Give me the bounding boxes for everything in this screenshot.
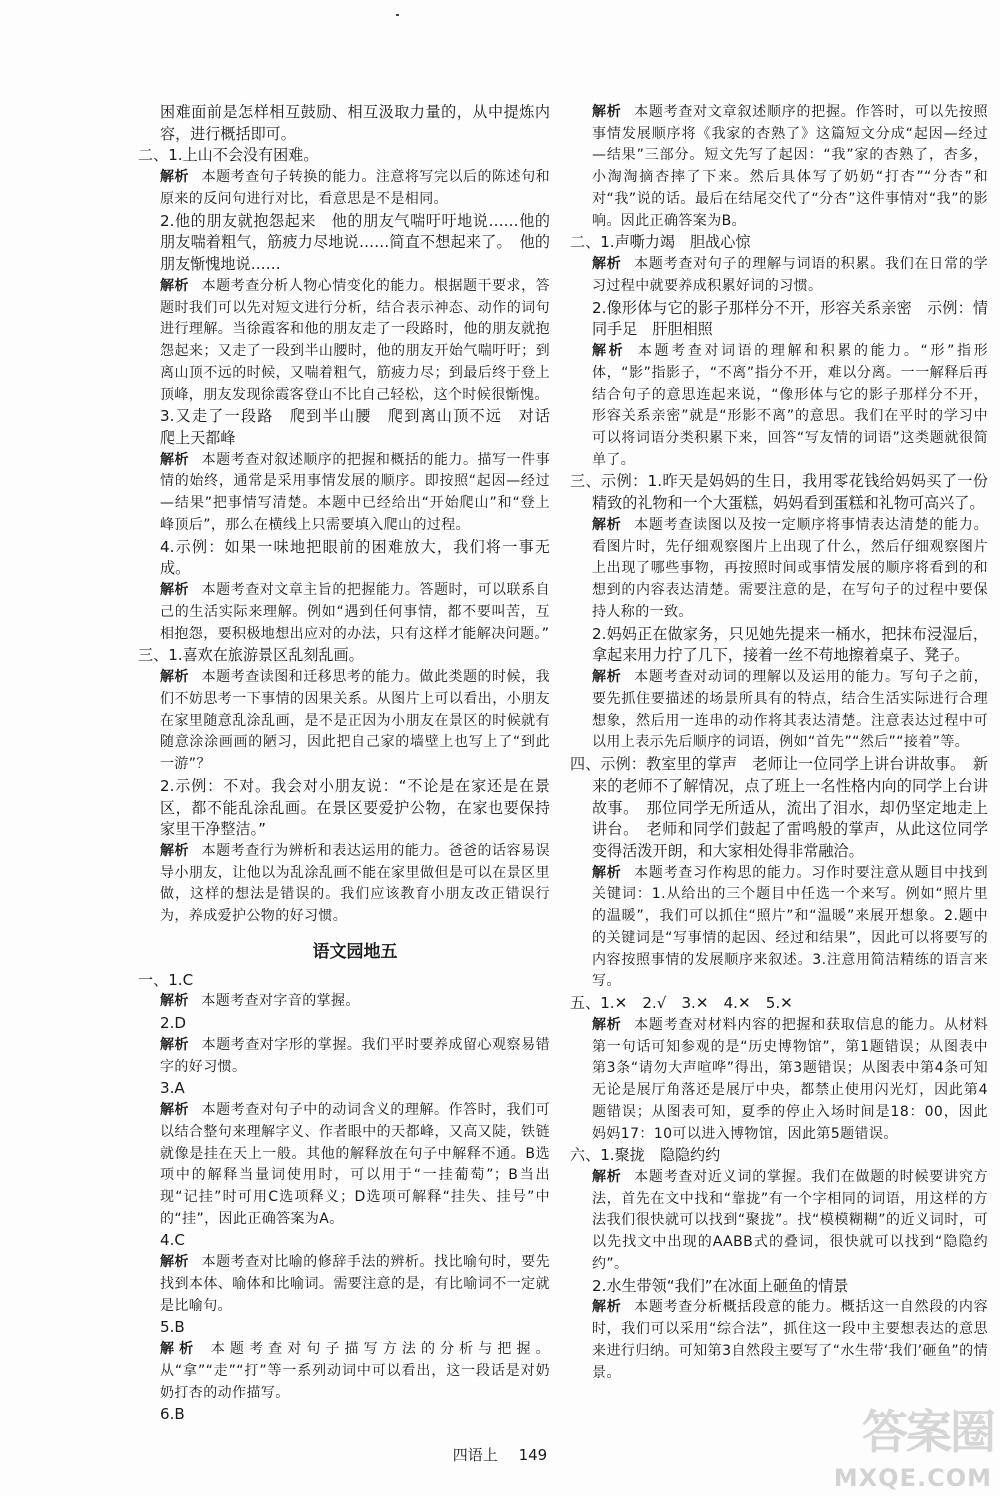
- explanation: [138, 450, 550, 537]
- answer-line: 6.B: [160, 1405, 185, 1424]
- explanation: [570, 1167, 988, 1276]
- explanation-text: 本题考查对句子中的动词含义的理解。作答时，我们可以结合整句来理解字义、作者眼中的天都峰，又高又陡，铁链就像是挂在天上一般。其他的解释放在句子中解释不通。B选项中的解释当量词使用时，可以用于“一挂葡萄”；B当出现“记挂”时可用C选项释义；D选项可解释“挂失、挂号”中的“挂”，因此正确答案为A。: [160, 1102, 550, 1227]
- explanation: [138, 167, 550, 210]
- explanation: [138, 276, 550, 406]
- question-answer: 二、1.上山不会没有困难。: [138, 146, 319, 165]
- answer-line: 2.像形体与它的影子那样分不开，形容关系亲密 示例：情同手足 肝胆相照: [592, 298, 988, 339]
- section-title: 语文园地五: [312, 941, 398, 962]
- question-answer: 六、1.聚拢 隐隐约约: [570, 1146, 721, 1165]
- explanation-label: 解析: [592, 1168, 622, 1185]
- watermark-logo: [804, 1396, 994, 1492]
- page-number: 149: [518, 1446, 548, 1464]
- explanation: [138, 580, 550, 645]
- explanation: [138, 667, 550, 776]
- answer-line: 困难面前是怎样相互鼓励、相互汲取力量的，从中提炼内容，进行概括即可。: [160, 103, 550, 143]
- explanation-text: 本题考查对词语的理解和积累的能力。“形”指形体，“影”指影子，“不离”指分不开，难以分离。一一解释后再结合句子的意思连起来说，“像形体与它的影子那样分不开，形容关系亲密”就是“形影不离”的意思。我们在平时的学习中可以将词语分类积累下来，回答“写友情的词语”这类题就很简单了。: [592, 343, 988, 468]
- explanation-label: 解析: [160, 277, 190, 294]
- answer-line: 5.B: [160, 1318, 185, 1337]
- explanation: [570, 1015, 988, 1145]
- explanation: [570, 341, 988, 471]
- explanation-text: 本题考查读图以及按一定顺序将事情表达清楚的能力。看图片时，先仔细观察图片上出现了什么，然后仔细观察图片上出现了哪些事物，再按照时间或事情发展的顺序将看到的和想到的内容表达清楚。需要注意的是，在写句子的过程中要保持人称的一致。: [592, 516, 988, 620]
- explanation-label: 解析: [592, 343, 626, 360]
- explanation-label: 解析: [160, 669, 190, 686]
- answer-line: 3.A: [160, 1079, 185, 1098]
- answer-line: 2.他的朋友就抱怨起来 他的朋友气喘吁吁地说……他的朋友喘着粗气，筋疲力尽地说……简直不想起来了。 他的朋友惭愧地说……: [160, 211, 550, 274]
- explanation: [138, 1035, 550, 1078]
- scan-mark: [396, 14, 399, 16]
- explanation-label: 解析: [160, 993, 189, 1010]
- explanation-label: 解析: [592, 256, 622, 273]
- explanation: [138, 1252, 550, 1317]
- explanation-text: 本题考查对句子的理解与词语的积累。我们在日常的学习过程中就要养成积累好词的习惯。: [592, 256, 988, 294]
- answer-line: 3.又走了一段路 爬到半山腰 爬到离山顶不远 对话 爬上天都峰: [160, 407, 566, 448]
- explanation-text: 本题考查对近义词的掌握。我们在做题的时候要讲究方法，首先在文中找和“靠拢”有一个字相同的词语，用这样的方法我们很快就可以找到“聚拢”。找“模模糊糊”的近义词时，可以先找文中出现的AABB式的叠词，很快就可以找到“隐隐约约”。: [592, 1168, 988, 1272]
- explanation-text: 本题考查分析概括段意的能力。概括这一自然段的内容时，我们可以采用“综合法”，抓住这一段中主要想表达的意思来进行归纳。可知第3自然段主要写了“水生带‘我们’砸鱼”的情景。: [592, 1299, 988, 1381]
- explanation-text: 本题考查习作构思的能力。习作时要注意从题目中找到关键词：1.从给出的三个题目中任选一个来写。例如“照片里的温暖”，我们可以抓住“照片”和“温暖”来展开想象。2.题中的关键词是“写事情的起因、经过和结果”，因此可以将要写的内容按照事情的发展顺序来叙述。3.注意用简洁精练的语言来写。: [592, 864, 988, 990]
- left-column: [138, 102, 566, 1426]
- explanation: [570, 1297, 988, 1384]
- explanation: [570, 515, 988, 624]
- answer-line: 4.示例：如果一味地把眼前的困难放大，我们将一事无成。: [160, 537, 550, 578]
- answer-line: 2.D: [160, 1014, 187, 1033]
- right-column: [570, 102, 988, 1384]
- explanation-label: 解析: [160, 1341, 199, 1358]
- explanation-label: 解析: [592, 1016, 622, 1033]
- explanation-label: 解析: [160, 169, 190, 186]
- explanation-label: 解析: [160, 1102, 190, 1119]
- explanation: [570, 667, 988, 754]
- answer-line: 2.水生带领“我们”在冰面上砸鱼的情景: [592, 1276, 849, 1295]
- explanation: [138, 841, 550, 928]
- question-answer: 一、1.C: [138, 970, 194, 989]
- question-answer: 三、示例：1.昨天是妈妈的生日，我用零花钱给妈妈买了一份精致的礼物和一个大蛋糕，妈妈看到蛋糕和礼物可高兴了。: [570, 472, 988, 513]
- explanation-text: 本题考查对叙述顺序的把握和概括的能力。描写一件事情的始终，通常是采用事情发展的顺序。即按照“起因—经过—结果”把事情写清楚。本题中已经给出“开始爬山”和“登上峰顶后”，那么在横线上只需要填入爬山的过程。: [160, 451, 550, 533]
- answer-line: 4.C: [160, 1231, 185, 1250]
- explanation-label: 解析: [592, 864, 622, 881]
- explanation-text: 本题考查分析人物心情变化的能力。根据题干要求，答题时我们可以先对短文进行分析，结合表示神态、动作的词句进行理解。当徐霞客和他的朋友走了一段路时，他的朋友就抱怨起来；又走了一段到半山腰时，他的朋友开始气喘吁吁；到离山顶不远的时候，又喘着粗气，筋疲力尽；到最后终于登上顶峰，朋友发现徐霞客登山不比自己轻松，这个时候很惭愧。: [160, 277, 550, 403]
- explanation-text: 本题考查对字音的掌握。: [201, 993, 360, 1010]
- explanation: [570, 863, 988, 993]
- explanation: [570, 254, 988, 297]
- explanation-text: 本题考查对字形的掌握。我们平时要养成留心观察易错字的好习惯。: [160, 1036, 550, 1075]
- explanation-label: 解析: [160, 842, 190, 859]
- explanation-label: 解析: [592, 516, 622, 533]
- explanation-text: 本题考查对材料内容的把握和获取信息的能力。从材料第一句话可知参观的是“历史博物馆”，第1题错误；从图表中第3条“请勿大声喧哗”得出，第3题错误；从图表中第4条可知无论是展厅角落还是展厅中央，都禁止使用闪光灯，因此第4题错误；从图表可知，夏季的停止入场时间是18：00，因此妈妈17：10可以进入博物馆，因此第5题错误。: [592, 1016, 988, 1142]
- explanation: [570, 102, 988, 232]
- watermark-bottom: MXQE.COM: [833, 1464, 992, 1492]
- explanation-text: 本题考查对句子描写方法的分析与把握。从“拿”“走”“打”等一系列动词中可以看出，这一段话是对奶奶打杏的动作描写。: [160, 1341, 550, 1401]
- answer-line: 2.妈妈正在做家务，只见她先提来一桶水，把抹布浸湿后，拿起来用力拧了几下，接着一丝不苟地擦着桌子、凳子。: [592, 624, 988, 665]
- explanation-text: 本题考查句子转换的能力。注意将写完以后的陈述句和原来的反问句进行对比，看意思是不是相同。: [160, 169, 550, 207]
- explanation-text: 本题考查行为辨析和表达运用的能力。爸爸的话容易误导小朋友，让他以为乱涂乱画不能在家里做但是可以在景区里做，这样的想法是错误的。我们应该教育小朋友改正错误行为，养成爱护公物的好习惯。: [160, 842, 550, 925]
- question-answer: 五、1.✕ 2.√ 3.✕ 4.✕ 5.✕: [570, 994, 793, 1013]
- question-answer: 二、1.声嘶力竭 胆战心惊: [570, 233, 751, 252]
- watermark-top: 答案圈: [862, 1405, 994, 1459]
- explanation-label: 解析: [160, 1036, 190, 1053]
- explanation-text: 本题考查对文章叙述顺序的把握。作答时，可以先按照事情发展顺序将《我家的杏熟了》这篇短文分成“起因—经过—结果”三部分。短文先写了起因：“我”家的杏熟了，杏多，小淘淘摘杏摔了下来。然后具体写了奶奶“打杏”“分杏”和对“我”说的话。最后在结尾交代了“分杏”这件事情对“我”的影响。因此正确答案为B。: [592, 104, 988, 229]
- explanation: [138, 991, 550, 1013]
- explanation-label: 解析: [160, 451, 190, 468]
- footer-label: 四语上: [452, 1446, 498, 1464]
- answer-line: 2.示例：不对。我会对小朋友说：“不论是在家还是在景区，都不能乱涂乱画。在景区要爱护公物，在家也要保持家里干净整洁。”: [160, 776, 550, 839]
- explanation-label: 解析: [592, 669, 622, 686]
- explanation-label: 解析: [592, 1299, 622, 1316]
- question-answer: 四、示例：教室里的掌声 老师让一位同学上讲台讲故事。 新来的老师不了解情况，点了班上一名性格内向的同学上台讲故事。 那位同学无所适从，流出了泪水，却仍坚定地走上讲台。 老师和同学们鼓起了雷鸣般的掌声，从此这位同学变得活泼开朗，和大家相处得非常融洽。: [570, 755, 988, 860]
- explanation-label: 解析: [160, 1254, 190, 1271]
- explanation-text: 本题考查读图和迁移思考的能力。做此类题的时候，我们不妨思考一下事情的因果关系。从图片上可以看出，小朋友在家里随意乱涂乱画，是不是正因为小朋友在景区的时候就有随意涂涂画画的陋习，因此把自己家的墙壁上也写上了“到此一游”？: [160, 669, 550, 773]
- explanation-label: 解析: [160, 582, 190, 599]
- explanation-text: 本题考查对动词的理解以及运用的能力。写句子之前，要先抓住要描述的场景所具有的特点，结合生活实际进行合理想象，然后用一连串的动作将其表达清楚。注意表达过程中可以用上表示先后顺序的词语，例如“首先”“然后”“接着”等。: [592, 669, 988, 751]
- explanation-label: 解析: [592, 104, 622, 120]
- explanation-text: 本题考查对比喻的修辞手法的辨析。找比喻句时，要先找到本体、喻体和比喻词。需要注意的是，有比喻词不一定就是比喻句。: [160, 1254, 550, 1314]
- explanation-text: 本题考查对文章主旨的把握能力。答题时，可以联系自己的生活实际来理解。例如“遇到任何事情，都不要叫苦，互相抱怨，要积极地想出应对的办法，只有这样才能解决问题。”: [160, 582, 550, 642]
- question-answer: 三、1.喜欢在旅游景区乱刻乱画。: [138, 646, 364, 665]
- explanation: [138, 1339, 550, 1404]
- explanation: [138, 1100, 550, 1230]
